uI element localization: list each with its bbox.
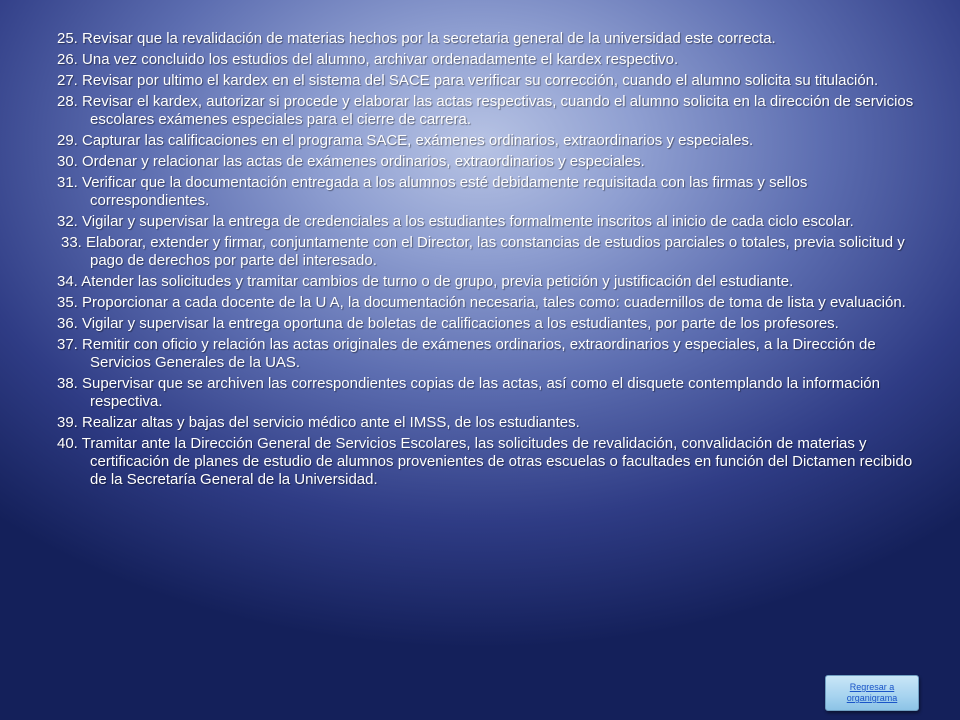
duties-list	[57, 30, 917, 492]
list-item: 40. Tramitar ante la Dirección General de Servicios Escolares, las solicitudes de revalidación, convalidación de materias y certificación de planes de estudio de alumnos provenientes de otras escuelas o facultades en función del Dictamen recibido de la Secretaría General de la Universidad.	[57, 435, 913, 488]
list-item: 27. Revisar por ultimo el kardex en el sistema del SACE para verificar su corrección, cuando el alumno solicita su titulación.	[57, 72, 879, 89]
list-item: 26. Una vez concluido los estudios del alumno, archivar ordenadamente el kardex respectivo.	[57, 51, 679, 68]
list-item: 29. Capturar las calificaciones en el programa SACE, exámenes ordinarios, extraordinarios y especiales.	[57, 132, 754, 149]
list-item: 39. Realizar altas y bajas del servicio médico ante el IMSS, de los estudiantes.	[57, 414, 580, 431]
list-item: 36. Vigilar y supervisar la entrega oportuna de boletas de calificaciones a los estudiantes, por parte de los profesores.	[57, 315, 839, 332]
list-item: 30. Ordenar y relacionar las actas de exámenes ordinarios, extraordinarios y especiales.	[57, 153, 645, 170]
list-item: 34. Atender las solicitudes y tramitar cambios de turno o de grupo, previa petición y justificación del estudiante.	[57, 273, 794, 290]
list-item: 31. Verificar que la documentación entregada a los alumnos esté debidamente requisitada con las firmas y sellos correspondientes.	[57, 174, 808, 209]
list-item: 37. Remitir con oficio y relación las actas originales de exámenes ordinarios, extraordinarios y especiales, a la Dirección de Servicios Generales de la UAS.	[57, 336, 876, 371]
list-item: 28. Revisar el kardex, autorizar si procede y elaborar las actas respectivas, cuando el alumno solicita en la dirección de servicios escolares exámenes especiales para el cierre de carrera.	[57, 93, 914, 128]
back-to-organigram-button[interactable]	[825, 675, 919, 711]
list-item: 35. Proporcionar a cada docente de la U A, la documentación necesaria, tales como: cuadernillos de toma de lista y evaluación.	[57, 294, 906, 311]
list-item: 32. Vigilar y supervisar la entrega de credenciales a los estudiantes formalmente inscritos al inicio de cada ciclo escolar.	[57, 213, 854, 230]
list-item: 25. Revisar que la revalidación de materias hechos por la secretaria general de la universidad este correcta.	[57, 30, 776, 47]
list-item: 33. Elaborar, extender y firmar, conjuntamente con el Director, las constancias de estudios parciales o totales, previa solicitud y pago de derechos por parte del interesado.	[61, 234, 905, 269]
back-to-organigram-link[interactable]: Regresar a organigrama	[846, 682, 898, 703]
list-item: 38. Supervisar que se archiven las correspondientes copias de las actas, así como el disquete contemplando la información respectiva.	[57, 375, 880, 410]
